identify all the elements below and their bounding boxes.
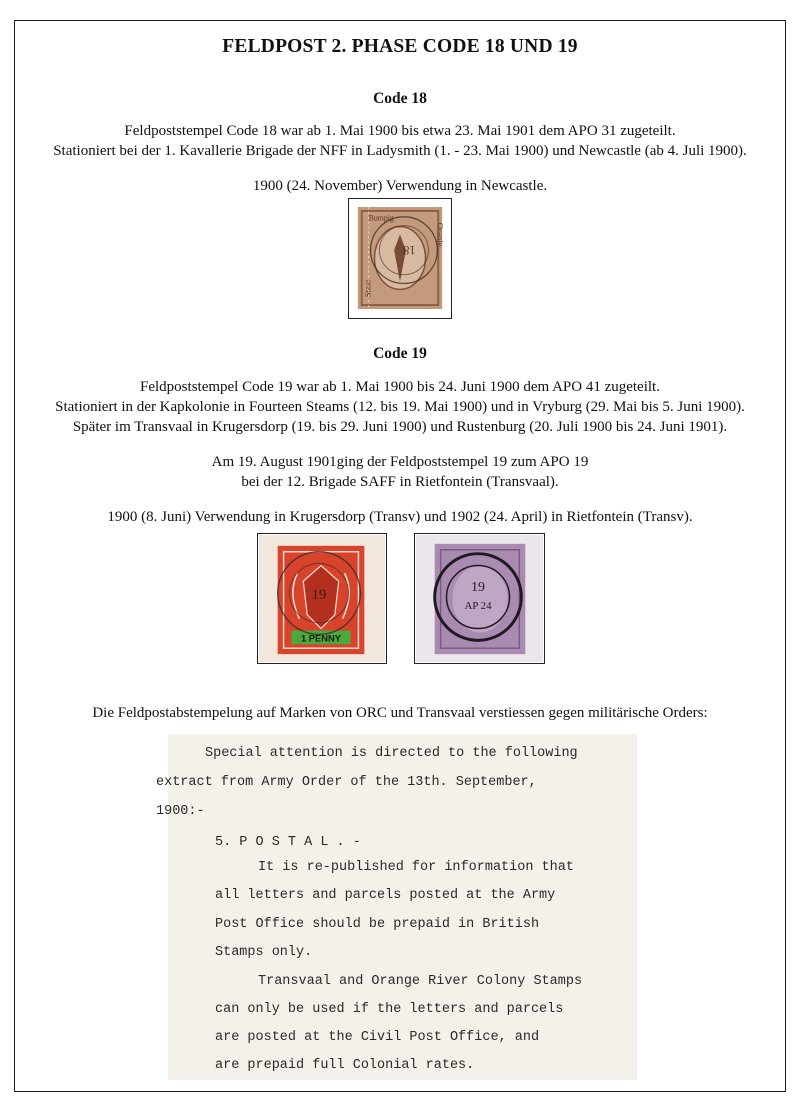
code18-line: Feldpoststempel Code 18 war ab 1. Mai 1900 bis etwa 23. Mai 1901 dem APO 31 zugeteilt. [124,123,676,139]
postmark-date: AP 24 [464,599,492,612]
order-line: 5. P O S T A L . - [215,835,361,850]
order-line: Post Office should be prepaid in British [215,917,540,932]
stamp-text: Bumpig [368,213,394,223]
code19-line: Stationiert in der Kapkolonie in Fourteen Steams (12. bis 19. Mai 1900) und in Vryburg (29. Mai bis 5. Juni 1900). [55,399,745,415]
code19-description [0,377,800,437]
order-line: extract from Army Order of the 13th. September, [156,775,537,790]
order-line: Transvaal and Orange River Colony Stamps [258,974,583,989]
order-line: can only be used if the letters and parcels [215,1002,564,1017]
order-line: are posted at the Civil Post Office, and [215,1030,540,1045]
army-order-excerpt-image [156,734,637,1080]
postmark-number: 19 [471,579,485,595]
note-text: Die Feldpostabstempelung auf Marken von ORC und Transvaal verstiessen gegen militärische Orders: [92,705,708,721]
code19-transfer-line: bei der 12. Brigade SAFF in Rietfontein (Transvaal). [241,474,559,490]
code19-stamp-transvaal-image [257,533,387,664]
stamp-value: 1 PENNY [301,633,342,644]
code18-heading: Code 18 [373,90,427,107]
order-line: Stamps only. [215,945,313,960]
great-britain-stamp-icon [415,534,544,663]
code18-description [0,121,800,161]
order-line: 1900:- [156,804,205,819]
orange-free-state-stamp-icon [349,199,451,318]
code18-usage: 1900 (24. November) Verwendung in Newcastle. [252,178,548,194]
code18-stamp-image [348,198,452,319]
page-title: FELDPOST 2. PHASE CODE 18 UND 19 [222,36,578,57]
code18-line: Stationiert bei der 1. Kavallerie Brigade der NFF in Ladysmith (1. - 23. Mai 1900) und Newcastle (ab 4. Juli 1900). [53,143,747,159]
code19-stamp-gb-image [414,533,545,664]
code19-heading: Code 19 [373,345,427,362]
code19-usage: 1900 (8. Juni) Verwendung in Krugersdorp (Transv) und 1902 (24. April) in Rietfontein (Transv). [107,509,693,525]
postmark-number: 19 [311,586,327,603]
order-line: are prepaid full Colonial rates. [215,1058,475,1073]
transvaal-stamp-icon [258,534,386,663]
code19-transfer-line: Am 19. August 1901ging der Feldpoststempel 19 zum APO 19 [211,454,589,470]
order-line: all letters and parcels posted at the Army [215,888,556,903]
order-line: It is re-published for information that [258,860,574,875]
order-line: Special attention is directed to the following [205,746,578,761]
stamp-text: Staat [362,279,373,298]
code19-line: Feldpoststempel Code 19 war ab 1. Mai 1900 bis 24. Juni 1900 dem APO 41 zugeteilt. [140,379,660,395]
svg-text:18: 18 [402,243,416,258]
code19-transfer [0,452,800,492]
code19-line: Später im Transvaal in Krugersdorp (19. bis 29. Juni 1900) und Rustenburg (20. Juli 1900 bis 24. Juni 1901). [72,419,728,435]
stamp-text: Oranje [435,222,446,247]
